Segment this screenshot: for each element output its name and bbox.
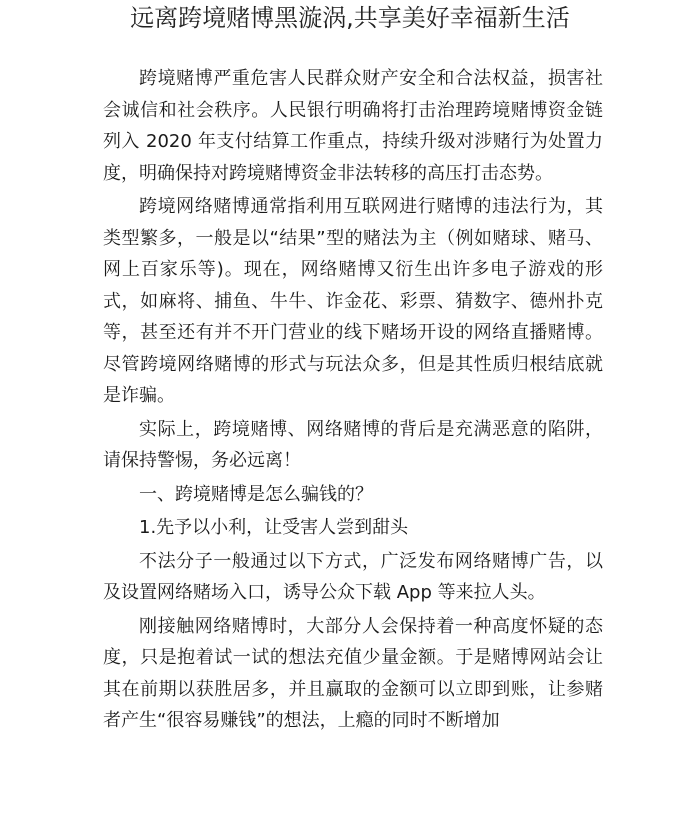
paragraph-lure: 刚接触网络赌博时，大部分人会保持着一种高度怀疑的态度，只是抱着试一试的想法充值少量金额。于是赌博网站会让其在前期以获胜居多，并且赢取的金额可以立即到账，让参赌者产生“很容易赚钱”的想法，上瘾的同时不断增加 bbox=[103, 615, 603, 731]
paragraph-intro: 跨境赌博严重危害人民群众财产安全和合法权益，损害社会诚信和社会秩序。人民银行明确将打击治理跨境赌博资金链列入 2020 年支付结算工作重点，持续升级对涉赌行为处置力度，明确保持对跨境赌博资金非法转移的高压打击态势。 bbox=[103, 68, 603, 184]
paragraph-methods: 不法分子一般通过以下方式，广泛发布网络赌博广告，以及设置网络赌场入口，诱导公众下载 App 等来拉人头。 bbox=[103, 550, 603, 603]
paragraph-warning: 实际上，跨境赌博、网络赌博的背后是充满恶意的陷阱，请保持警惕，务必远离！ bbox=[103, 418, 603, 471]
article-body bbox=[103, 63, 603, 739]
subsection-heading: 1.先予以小利，让受害人尝到甜头 bbox=[139, 517, 409, 538]
section-heading: 一、跨境赌博是怎么骗钱的？ bbox=[139, 483, 373, 505]
paragraph-definition: 跨境网络赌博通常指利用互联网进行赌博的违法行为，其类型繁多，一般是以“结果”型的赌法为主（例如赌球、赌马、网上百家乐等)。现在，网络赌博又衍生出许多电子游戏的形式，如麻将、捕鱼、牛牛、诈金花、彩票、猜数字、德州扑克等，甚至还有并不开门营业的线下赌场开设的网络直播赌博。尽管跨境网络赌博的形式与玩法众多，但是其性质归根结底就是诈骗。 bbox=[103, 196, 603, 406]
document-title: 远离跨境赌博黑漩涡,共享美好幸福新生活 bbox=[130, 4, 570, 32]
